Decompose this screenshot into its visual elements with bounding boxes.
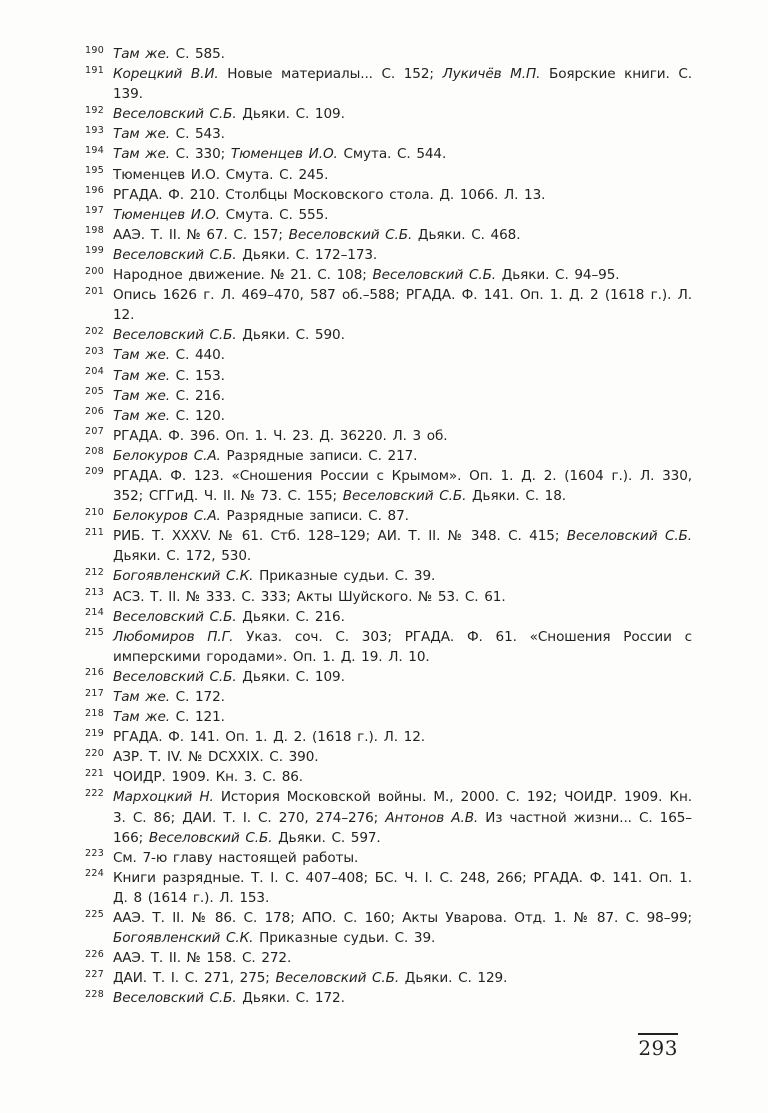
footnote-item — [85, 144, 692, 164]
footnote-number: 221 — [85, 767, 105, 779]
footnote-text — [113, 468, 692, 504]
footnote-citation: Книги разрядные. Т. I. С. 407–408; БС. Ч. I. С. 248, 266; РГАДА. Ф. 141. Оп. 1. Д. 8 (1614 г.). Л. 153. — [113, 869, 692, 906]
footnote-item — [85, 245, 692, 265]
footnote-citation: С. 172. — [169, 689, 225, 705]
footnote-author-or-ibid: Тюменцев И.О. — [113, 206, 220, 223]
footnote-citation: С. 121. — [169, 709, 225, 726]
footnote-citation: Указ. соч. С. 303; РГАДА. Ф. 61. «Сношения России с имперскими городами». Оп. 1. Д. 19. Л. 10. — [113, 628, 692, 665]
footnote-citation: РИБ. Т. XXXV. № 61. Стб. 128–129; АИ. Т. II. № 348. С. 415; — [113, 528, 567, 545]
footnote-citation: Дьяки. С. 468. — [412, 226, 521, 243]
footnote-text — [113, 267, 620, 283]
footnote-item — [85, 526, 692, 566]
footnote-number: 218 — [85, 707, 105, 719]
footnote-item — [85, 124, 692, 144]
footnote-number: 228 — [85, 988, 105, 1000]
footnote-citation: С. 330; — [169, 146, 231, 163]
endnotes-list — [85, 44, 692, 1009]
footnote-number: 192 — [85, 104, 105, 116]
footnote-text — [113, 287, 692, 323]
footnote-item — [85, 506, 692, 526]
footnote-item — [85, 446, 692, 466]
footnote-citation: Дьяки. С. 590. — [236, 327, 345, 344]
footnote-citation: С. 153. — [169, 367, 225, 384]
footnote-number: 214 — [85, 607, 105, 619]
footnote-number: 197 — [85, 205, 105, 217]
footnote-citation: Дьяки. С. 94–95. — [496, 267, 620, 284]
footnote-author-or-ibid: Белокуров С.А. — [113, 508, 221, 525]
footnote-text — [113, 247, 377, 263]
footnote-item — [85, 727, 692, 747]
footnote-author-or-ibid: Там же. — [113, 407, 170, 424]
footnote-text — [113, 227, 520, 243]
footnote-text — [113, 106, 345, 122]
footnote-text — [113, 709, 225, 725]
footnote-citation: ЧОИДР. 1909. Кн. 3. С. 86. — [113, 769, 304, 786]
footnote-citation: Приказные судьи. С. 39. — [253, 568, 436, 585]
footnote-citation: Разрядные записи. С. 87. — [220, 508, 409, 525]
footnote-citation: Дьяки. С. 597. — [272, 829, 381, 846]
footnote-citation: АСЗ. Т. II. № 333. С. 333; Акты Шуйского. № 53. С. 61. — [113, 588, 506, 605]
footnote-text — [113, 950, 291, 966]
footnote-item — [85, 225, 692, 245]
footnote-citation: Разрядные записи. С. 217. — [220, 447, 418, 464]
footnote-author-or-ibid: Богоявленский С.К. — [113, 568, 254, 585]
footnote-author-or-ibid: Веселовский С.Б. — [148, 829, 273, 846]
footnote-number: 206 — [85, 406, 105, 418]
footnote-item — [85, 968, 692, 988]
footnote-author-or-ibid: Там же. — [113, 709, 170, 726]
footnote-author-or-ibid: Веселовский С.Б. — [342, 488, 467, 505]
footnote-item — [85, 185, 692, 205]
footnote-item — [85, 707, 692, 727]
footnote-text — [113, 46, 225, 62]
footnote-number: 209 — [85, 466, 105, 478]
footnote-text — [113, 368, 225, 384]
footnote-number: 194 — [85, 144, 105, 156]
footnote-author-or-ibid: Там же. — [113, 126, 170, 143]
footnote-author-or-ibid: Мархоцкий Н. — [113, 789, 214, 806]
footnote-text — [113, 870, 692, 906]
footnote-author-or-ibid: Веселовский С.Б. — [113, 668, 237, 685]
footnote-author-or-ibid: Там же. — [113, 689, 170, 705]
footnote-citation: Дьяки. С. 172. — [236, 990, 345, 1007]
footnote-item — [85, 667, 692, 687]
footnote-text — [113, 629, 692, 665]
footnote-item — [85, 566, 692, 586]
footnote-citation: Дьяки. С. 216. — [236, 608, 345, 625]
footnote-number: 208 — [85, 446, 105, 458]
footnote-number: 198 — [85, 225, 105, 237]
footnote-number: 195 — [85, 165, 105, 177]
footnote-text — [113, 428, 448, 444]
footnote-text — [113, 589, 506, 605]
footnote-text — [113, 689, 225, 705]
footnote-citation: ААЭ. Т. II. № 86. С. 178; АПО. С. 160; Акты Уварова. Отд. 1. № 87. С. 98–99; — [113, 910, 692, 927]
footnote-citation: Народное движение. № 21. С. 108; — [113, 267, 373, 284]
footnote-item — [85, 104, 692, 124]
footnote-citation: Дьяки. С. 18. — [466, 488, 566, 505]
footnote-author-or-ibid: Веселовский С.Б. — [113, 106, 237, 123]
footnote-citation: РГАДА. Ф. 141. Оп. 1. Д. 2. (1618 г.). Л. 12. — [113, 729, 425, 746]
footnote-citation: Дьяки. С. 129. — [399, 970, 508, 987]
footnote-citation: Из частной жизни... С. 165–166; — [113, 809, 693, 846]
footnote-text — [113, 347, 225, 363]
footnote-citation: История Московской войны. М., 2000. С. 192; ЧОИДР. 1909. Кн. 3. С. 86; ДАИ. Т. I. С. 270, 274–276; — [113, 789, 692, 826]
footnote-text — [113, 508, 409, 524]
footnote-number: 201 — [85, 285, 105, 297]
footnote-number: 219 — [85, 727, 105, 739]
footnote-number: 207 — [85, 426, 105, 438]
footnote-citation: Смута. С. 555. — [219, 206, 329, 223]
footnote-author-or-ibid: Веселовский С.Б. — [113, 327, 237, 344]
footnote-text — [113, 789, 692, 845]
footnote-item — [85, 366, 692, 386]
footnote-item — [85, 868, 692, 908]
footnote-citation: ААЭ. Т. II. № 158. С. 272. — [113, 950, 292, 967]
footnote-text — [113, 609, 345, 625]
footnote-author-or-ibid: Белокуров С.А. — [113, 447, 221, 464]
footnote-text — [113, 910, 692, 946]
footnote-item — [85, 787, 692, 847]
footnote-item — [85, 345, 692, 365]
footnote-text — [113, 207, 328, 223]
footnote-author-or-ibid: Там же. — [113, 367, 170, 384]
footnote-number: 225 — [85, 908, 105, 920]
footnote-citation: С. 440. — [169, 347, 225, 364]
footnote-citation: АЗР. Т. IV. № DCXXIX. С. 390. — [113, 749, 319, 766]
footnote-item — [85, 386, 692, 406]
footnote-number: 199 — [85, 245, 105, 257]
footnote-author-or-ibid: Веселовский С.Б. — [113, 608, 237, 625]
footnote-text — [113, 970, 507, 986]
footnote-number: 205 — [85, 386, 105, 398]
footnote-item — [85, 265, 692, 285]
footnote-item — [85, 587, 692, 607]
page-number-text: 293 — [638, 1033, 678, 1060]
footnote-citation: С. 543. — [169, 126, 225, 143]
footnote-citation: Дьяки. С. 172, 530. — [113, 548, 252, 565]
footnote-author-or-ibid: Веселовский С.Б. — [113, 990, 237, 1007]
footnote-item — [85, 948, 692, 968]
footnote-text — [113, 66, 692, 102]
footnote-author-or-ibid: Антонов А.В. — [385, 809, 479, 826]
footnote-text — [113, 990, 345, 1006]
footnote-citation: Новые материалы... С. 152; — [218, 66, 443, 83]
footnote-citation: Тюменцев И.О. Смута. С. 245. — [113, 166, 329, 183]
footnote-author-or-ibid: Веселовский С.Б. — [566, 528, 693, 545]
footnote-citation: РГАДА. Ф. 396. Оп. 1. Ч. 23. Д. 36220. Л. 3 об. — [113, 427, 448, 444]
footnote-number: 224 — [85, 868, 105, 880]
footnote-number: 213 — [85, 587, 105, 599]
footnote-author-or-ibid: Корецкий В.И. — [113, 66, 219, 83]
footnote-author-or-ibid: Там же. — [113, 46, 170, 62]
footnote-citation: Дьяки. С. 172–173. — [236, 246, 378, 263]
footnote-item — [85, 607, 692, 627]
page-number — [638, 1033, 678, 1060]
footnote-text — [113, 388, 225, 404]
footnote-number: 227 — [85, 968, 105, 980]
footnote-text — [113, 448, 417, 464]
footnote-citation: Опись 1626 г. Л. 469–470, 587 об.–588; РГАДА. Ф. 141. Оп. 1. Д. 2 (1618 г.). Л. 12. — [113, 287, 692, 324]
footnote-number: 200 — [85, 265, 105, 277]
footnote-author-or-ibid: Там же. — [113, 387, 170, 404]
footnote-text — [113, 669, 345, 685]
footnote-number: 220 — [85, 747, 105, 759]
footnote-citation: С. 585. — [169, 46, 225, 62]
footnote-text — [113, 769, 303, 785]
footnote-author-or-ibid: Там же. — [113, 347, 170, 364]
footnote-author-or-ibid: Лукичёв М.П. — [442, 66, 541, 83]
footnote-citation: С. 120. — [169, 407, 225, 424]
footnote-number: 212 — [85, 566, 105, 578]
footnote-number: 210 — [85, 506, 105, 518]
footnote-author-or-ibid: Веселовский С.Б. — [113, 246, 237, 263]
footnote-text — [113, 568, 435, 584]
footnote-author-or-ibid: Там же. — [113, 146, 170, 163]
footnote-author-or-ibid: Любомиров П.Г. — [113, 628, 234, 645]
footnote-text — [113, 146, 446, 162]
footnote-text — [113, 327, 345, 343]
footnote-number: 223 — [85, 848, 105, 860]
footnote-item — [85, 908, 692, 948]
footnote-citation: Смута. С. 544. — [337, 146, 447, 163]
footnote-number: 215 — [85, 627, 105, 639]
footnote-number: 203 — [85, 345, 105, 357]
footnote-number: 217 — [85, 687, 105, 699]
footnote-text — [113, 408, 225, 424]
footnote-item — [85, 988, 692, 1008]
footnote-item — [85, 687, 692, 707]
footnote-author-or-ibid: Тюменцев И.О. — [230, 146, 338, 163]
footnote-item — [85, 64, 692, 104]
footnote-citation: Дьяки. С. 109. — [236, 106, 345, 123]
footnote-author-or-ibid: Богоявленский С.К. — [113, 930, 254, 947]
footnote-citation: С. 216. — [169, 387, 225, 404]
footnote-item — [85, 747, 692, 767]
footnote-number: 211 — [85, 526, 105, 538]
footnote-number: 193 — [85, 124, 105, 136]
footnote-item — [85, 205, 692, 225]
footnote-citation: См. 7-ю главу настоящей работы. — [113, 849, 359, 866]
footnote-text — [113, 126, 225, 142]
footnote-number: 202 — [85, 325, 105, 337]
footnote-number: 216 — [85, 667, 105, 679]
footnote-number: 196 — [85, 185, 105, 197]
footnote-item — [85, 165, 692, 185]
footnote-item — [85, 406, 692, 426]
footnote-number: 204 — [85, 366, 105, 377]
footnote-item — [85, 285, 692, 325]
footnote-item — [85, 426, 692, 446]
footnote-item — [85, 466, 692, 506]
footnote-item — [85, 767, 692, 787]
footnote-item — [85, 627, 692, 667]
footnote-text — [113, 528, 692, 564]
footnote-text — [113, 187, 545, 203]
footnote-citation: Приказные судьи. С. 39. — [253, 930, 436, 947]
footnote-text — [113, 850, 358, 866]
footnote-author-or-ibid: Веселовский С.Б. — [288, 226, 413, 243]
footnote-number: 191 — [85, 64, 105, 76]
footnote-citation: РГАДА. Ф. 123. «Сношения России с Крымом». Оп. 1. Д. 2. (1604 г.). Л. 330, 352; СГГиД. Ч. II. № 73. С. 155; — [113, 467, 692, 505]
footnote-number: 226 — [85, 948, 105, 960]
footnote-citation: ДАИ. Т. I. С. 271, 275; — [113, 970, 276, 987]
footnote-number: 222 — [85, 787, 105, 799]
footnote-text — [113, 167, 328, 183]
footnote-citation: Дьяки. С. 109. — [236, 668, 345, 685]
footnote-author-or-ibid: Веселовский С.Б. — [372, 267, 497, 284]
footnote-item — [85, 325, 692, 345]
footnote-citation: Боярские книги. С. 139. — [113, 66, 692, 103]
footnote-text — [113, 749, 319, 765]
footnote-citation: РГАДА. Ф. 210. Столбцы Московского стола. Д. 1066. Л. 13. — [113, 186, 546, 203]
footnote-author-or-ibid: Веселовский С.Б. — [275, 970, 400, 987]
footnote-item — [85, 848, 692, 868]
footnote-item — [85, 44, 692, 64]
footnote-number: 190 — [85, 44, 105, 56]
footnote-citation: ААЭ. Т. II. № 67. С. 157; — [113, 226, 289, 243]
footnote-text — [113, 729, 425, 745]
